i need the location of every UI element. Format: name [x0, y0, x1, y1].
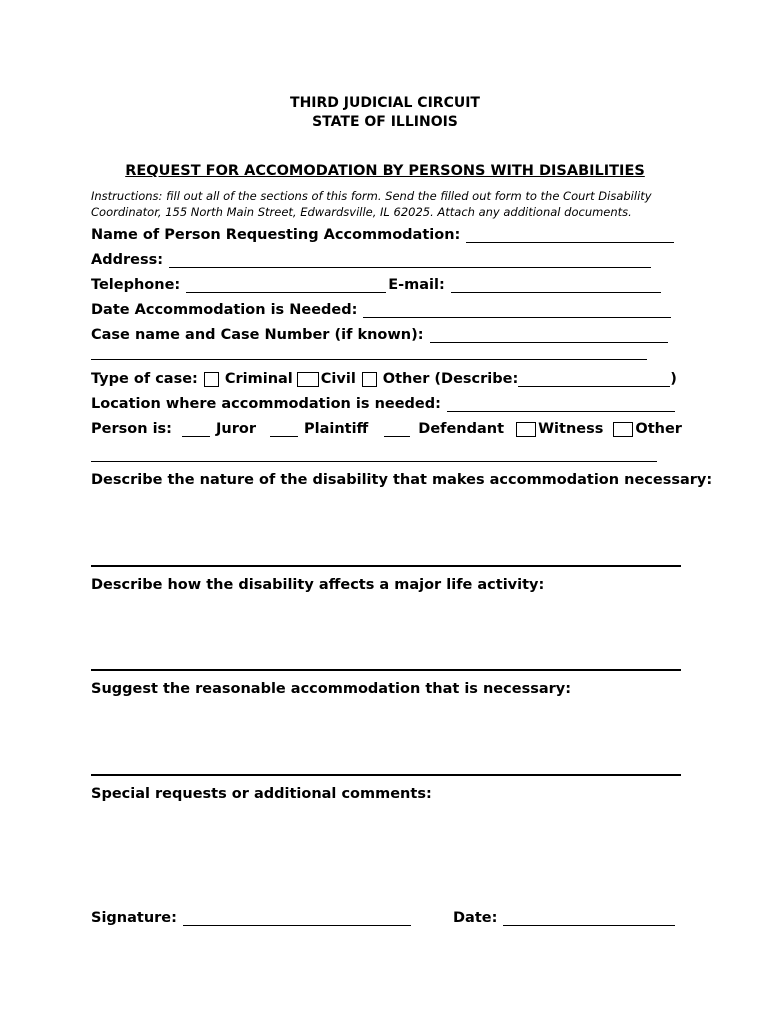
- civil-checkbox[interactable]: [297, 372, 319, 387]
- life-activity-question: Describe how the disability affects a major life activity:: [91, 577, 545, 593]
- telephone-label: Telephone:: [91, 277, 181, 293]
- signature-label: Signature:: [91, 910, 177, 926]
- witness-label: Witness: [538, 421, 604, 437]
- other-case-close: ): [670, 371, 677, 387]
- case-label: Case name and Case Number (if known):: [91, 327, 424, 343]
- instructions-line-1: Instructions: fill out all of the sections of this form. Send the filled out form to the Court Disability: [91, 189, 652, 203]
- location-row: [91, 396, 675, 412]
- court-name: THIRD JUDICIAL CIRCUIT: [290, 95, 480, 111]
- telephone-field[interactable]: [186, 278, 386, 293]
- case-field[interactable]: [430, 328, 668, 343]
- person-divider-line: [91, 461, 657, 462]
- signature-row: [91, 910, 411, 926]
- other-person-checkbox[interactable]: [613, 422, 633, 437]
- other-person-label: Other: [635, 421, 682, 437]
- plaintiff-label: Plaintiff: [303, 421, 369, 437]
- defendant-check-field[interactable]: [384, 422, 410, 437]
- instructions-line-2: Coordinator, 155 North Main Street, Edwardsville, IL 62025. Attach any additional documents.: [91, 205, 632, 219]
- juror-label: Juror: [215, 421, 256, 437]
- civil-label: Civil: [320, 371, 356, 387]
- case-continuation-line[interactable]: [91, 359, 647, 360]
- date-needed-label: Date Accommodation is Needed:: [91, 302, 358, 318]
- defendant-label: Defendant: [418, 421, 505, 437]
- accommodation-answer-line[interactable]: [91, 774, 681, 776]
- date-label: Date:: [453, 910, 498, 926]
- location-label: Location where accommodation is needed:: [91, 396, 441, 412]
- date-needed-field[interactable]: [363, 303, 671, 318]
- address-label: Address:: [91, 252, 164, 268]
- criminal-checkbox[interactable]: [204, 372, 219, 387]
- person-row: [91, 421, 682, 437]
- email-field[interactable]: [451, 278, 661, 293]
- special-requests-question: Special requests or additional comments:: [91, 786, 432, 802]
- email-label: E-mail:: [388, 277, 445, 293]
- name-row: [91, 227, 674, 243]
- plaintiff-check-field[interactable]: [270, 422, 298, 437]
- disability-nature-question: Describe the nature of the disability that makes accommodation necessary:: [91, 472, 713, 488]
- date-field[interactable]: [503, 911, 675, 926]
- other-case-describe-field[interactable]: [518, 372, 670, 387]
- contact-row: [91, 277, 661, 293]
- case-row: [91, 327, 668, 343]
- form-title: REQUEST FOR ACCOMODATION BY PERSONS WITH DISABILITIES: [125, 163, 645, 179]
- address-field[interactable]: [169, 253, 651, 268]
- juror-check-field[interactable]: [182, 422, 210, 437]
- state-name: STATE OF ILLINOIS: [312, 114, 458, 130]
- criminal-label: Criminal: [224, 371, 293, 387]
- signature-field[interactable]: [183, 911, 411, 926]
- name-field[interactable]: [466, 228, 674, 243]
- date-needed-row: [91, 302, 671, 318]
- witness-checkbox[interactable]: [516, 422, 536, 437]
- case-type-label: Type of case:: [91, 371, 198, 387]
- name-label: Name of Person Requesting Accommodation:: [91, 227, 461, 243]
- other-case-checkbox[interactable]: [362, 372, 377, 387]
- life-activity-answer-line[interactable]: [91, 669, 681, 671]
- person-label: Person is:: [91, 421, 172, 437]
- address-row: [91, 252, 651, 268]
- other-case-label: Other (Describe:: [382, 371, 519, 387]
- accommodation-question: Suggest the reasonable accommodation that is necessary:: [91, 681, 572, 697]
- date-row: [453, 910, 675, 926]
- location-field[interactable]: [447, 397, 675, 412]
- case-type-row: [91, 371, 677, 387]
- disability-nature-answer-line[interactable]: [91, 565, 681, 567]
